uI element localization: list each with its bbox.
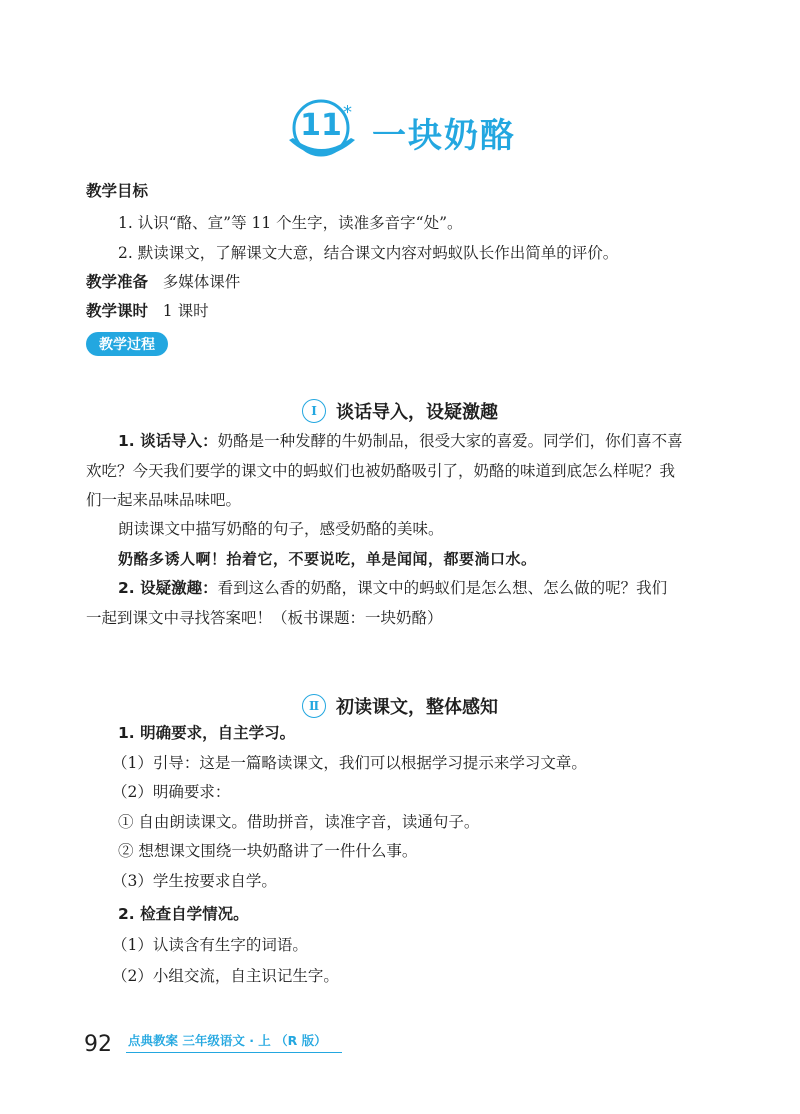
list-item: （2）明确要求： — [112, 783, 231, 801]
list-item: （1）认读含有生字的词语。 — [112, 936, 308, 954]
section-heading — [0, 693, 800, 719]
hours-label: 教学课时 — [86, 302, 149, 320]
list-item: ① 自由朗读课文。借助拼音，读准字音，读通句子。 — [118, 813, 480, 831]
paragraph-text: 一起到课文中寻找答案吧！（板书课题：一块奶酪） — [86, 609, 443, 627]
prep-row — [86, 271, 240, 293]
list-item: ② 想想课文围绕一块奶酪讲了一件什么事。 — [118, 842, 418, 860]
paragraph-label: 1. 谈话导入： — [118, 432, 218, 450]
paragraph-text: 朗读课文中描写奶酪的句子，感受奶酪的美味。 — [118, 520, 444, 538]
list-item: （2）小组交流，自主识记生字。 — [112, 967, 339, 985]
book-title: 点典教案 三年级语文 · 上 （R 版） — [128, 1033, 327, 1048]
paragraph-text: 们一起来品味品味吧。 — [86, 491, 242, 509]
paragraph — [118, 577, 667, 599]
lesson-mark: * — [343, 102, 352, 123]
lesson-badge — [283, 96, 363, 164]
page-title: 一块奶酪 — [372, 116, 516, 156]
step-heading: 1. 明确要求，自主学习。 — [118, 724, 296, 742]
objective-item: 1. 认识“酪、宣”等 11 个生字，读准多音字“处”。 — [118, 214, 463, 232]
prep-label: 教学准备 — [86, 273, 149, 291]
section-title: 谈话导入，设疑激趣 — [336, 402, 498, 423]
roman-numeral-icon: Ⅱ — [302, 694, 326, 718]
paragraph-label: 2. 设疑激趣： — [118, 579, 218, 597]
prep-value: 多媒体课件 — [162, 273, 241, 291]
footer-divider — [126, 1052, 342, 1053]
quote-text: 奶酪多诱人啊！抬着它，不要说吃，单是闻闻，都要淌口水。 — [118, 550, 537, 568]
hours-row — [86, 300, 209, 322]
paragraph-text: 看到这么香的奶酪，课文中的蚂蚁们是怎么想、怎么做的呢？我们 — [217, 579, 668, 597]
paragraph-text: 奶酪是一种发酵的牛奶制品，很受大家的喜爱。同学们，你们喜不喜 — [217, 432, 683, 450]
objectives-heading: 教学目标 — [86, 182, 149, 200]
lesson-number: 11 — [300, 108, 342, 143]
list-item: （1）引导：这是一篇略读课文，我们可以根据学习提示来学习文章。 — [112, 754, 587, 772]
step-heading: 2. 检查自学情况。 — [118, 905, 249, 923]
paragraph — [118, 430, 683, 452]
paragraph-text: 欢吃？今天我们要学的课文中的蚂蚁们也被奶酪吸引了，奶酪的味道到底怎么样呢？我 — [86, 462, 676, 480]
process-badge: 教学过程 — [86, 332, 168, 356]
roman-numeral-icon: Ⅰ — [302, 399, 326, 423]
list-item: （3）学生按要求自学。 — [112, 872, 277, 890]
section-heading — [0, 398, 800, 424]
section-title: 初读课文，整体感知 — [336, 697, 498, 718]
objective-item: 2. 默读课文，了解课文大意，结合课文内容对蚂蚁队长作出简单的评价。 — [118, 244, 619, 262]
hours-value: 1 课时 — [162, 302, 209, 320]
page-number: 92 — [84, 1032, 112, 1057]
